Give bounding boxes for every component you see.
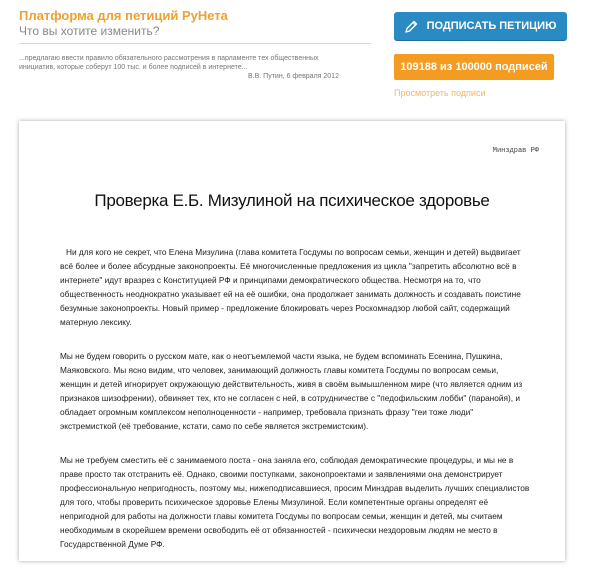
petition-paragraph: Ни для кого не секрет, что Елена Мизулина (глава комитета Госдумы по вопросам семьи, женщин и детей) выдвигает всё более и более абсурдные законопроекты. Её многочисленные предложения из цикла "запретить абсолютно всё в интернете" идут вразрез с Конституцией РФ и принципами демократического общества. Несмотря на то, что общественность неоднократно указывает ей на её ошибки, она продолжает занимать должность и создавать поистине безумные законопроекты. Новый пример - предложение блокировать через Роскомнадзор любой сайт, содержащий матерную лексику.	[60, 247, 521, 327]
signature-counter: 109188 из 100000 подписей	[394, 54, 554, 80]
site-title[interactable]: Платформа для петиций РуНета	[19, 8, 228, 23]
site-subtitle: Что вы хотите изменить?	[19, 24, 160, 38]
petition-addressee: Минздрав РФ	[492, 147, 539, 155]
view-signatures-link[interactable]: Просмотреть подписи	[394, 88, 486, 98]
header-divider	[19, 43, 371, 44]
petition-document	[19, 121, 565, 561]
pencil-icon	[405, 20, 418, 33]
petition-paragraph: Мы не будем говорить о русском мате, как о неотъемлемой части языка, не будем вспоминать Есенина, Пушкина, Маяковского. Мы ясно видим, что человек, занимающий должность главы комитета Госдумы по вопросам семьи, женщин и детей игнорирует окружающую действительность, живя в своём вымышленном мире (что является одним из признаков шизофрении), обвиняет тех, кто не согласен с ней, в сотрудничестве с "педофильским лобби" (паранойя), и обладает огромным комплексом неполноценности - например, требовала признать фразу "геи тоже люди" экстремисткой (её требование, кстати, само по себе является экстремистским).	[60, 351, 523, 431]
quote-author: В.В. Путин, 6 февраля 2012	[248, 73, 339, 80]
sign-petition-label: ПОДПИСАТЬ ПЕТИЦИЮ	[426, 20, 557, 32]
petition-title: Проверка Е.Б. Мизулиной на психическое здоровье	[94, 191, 490, 210]
putin-quote: ...предлагаю ввести правило обязательного рассмотрения в парламенте тех общественных инициатив, которые соберут 100 тыс. и более подписей в интернете...	[19, 55, 319, 71]
petition-paragraph: Мы не требуем сместить её с занимаемого поста - она заняла его, соблюдая демократические процедуры, и мы не в праве просто так отстранить её. Однако, своими поступками, законопроектами и заявлениями она демонстрирует профессиональную непригодность, поэтому мы, нижеподписавшиеся, просим Минздрав выделить лучших специалистов для того, чтобы проверить психическое здоровье Елены Мизулиной. Если компетентные органы определят её непригодной для работы на должности главы комитета Госдумы по вопросам семьи, женщин и детей, мы считаем необходимым в скорейшем времени освободить её от обязанностей - психически нездоровым людям не место в Государственной Думе РФ.	[60, 455, 530, 549]
petition-body	[60, 245, 530, 571]
sign-petition-button[interactable]	[394, 12, 567, 40]
